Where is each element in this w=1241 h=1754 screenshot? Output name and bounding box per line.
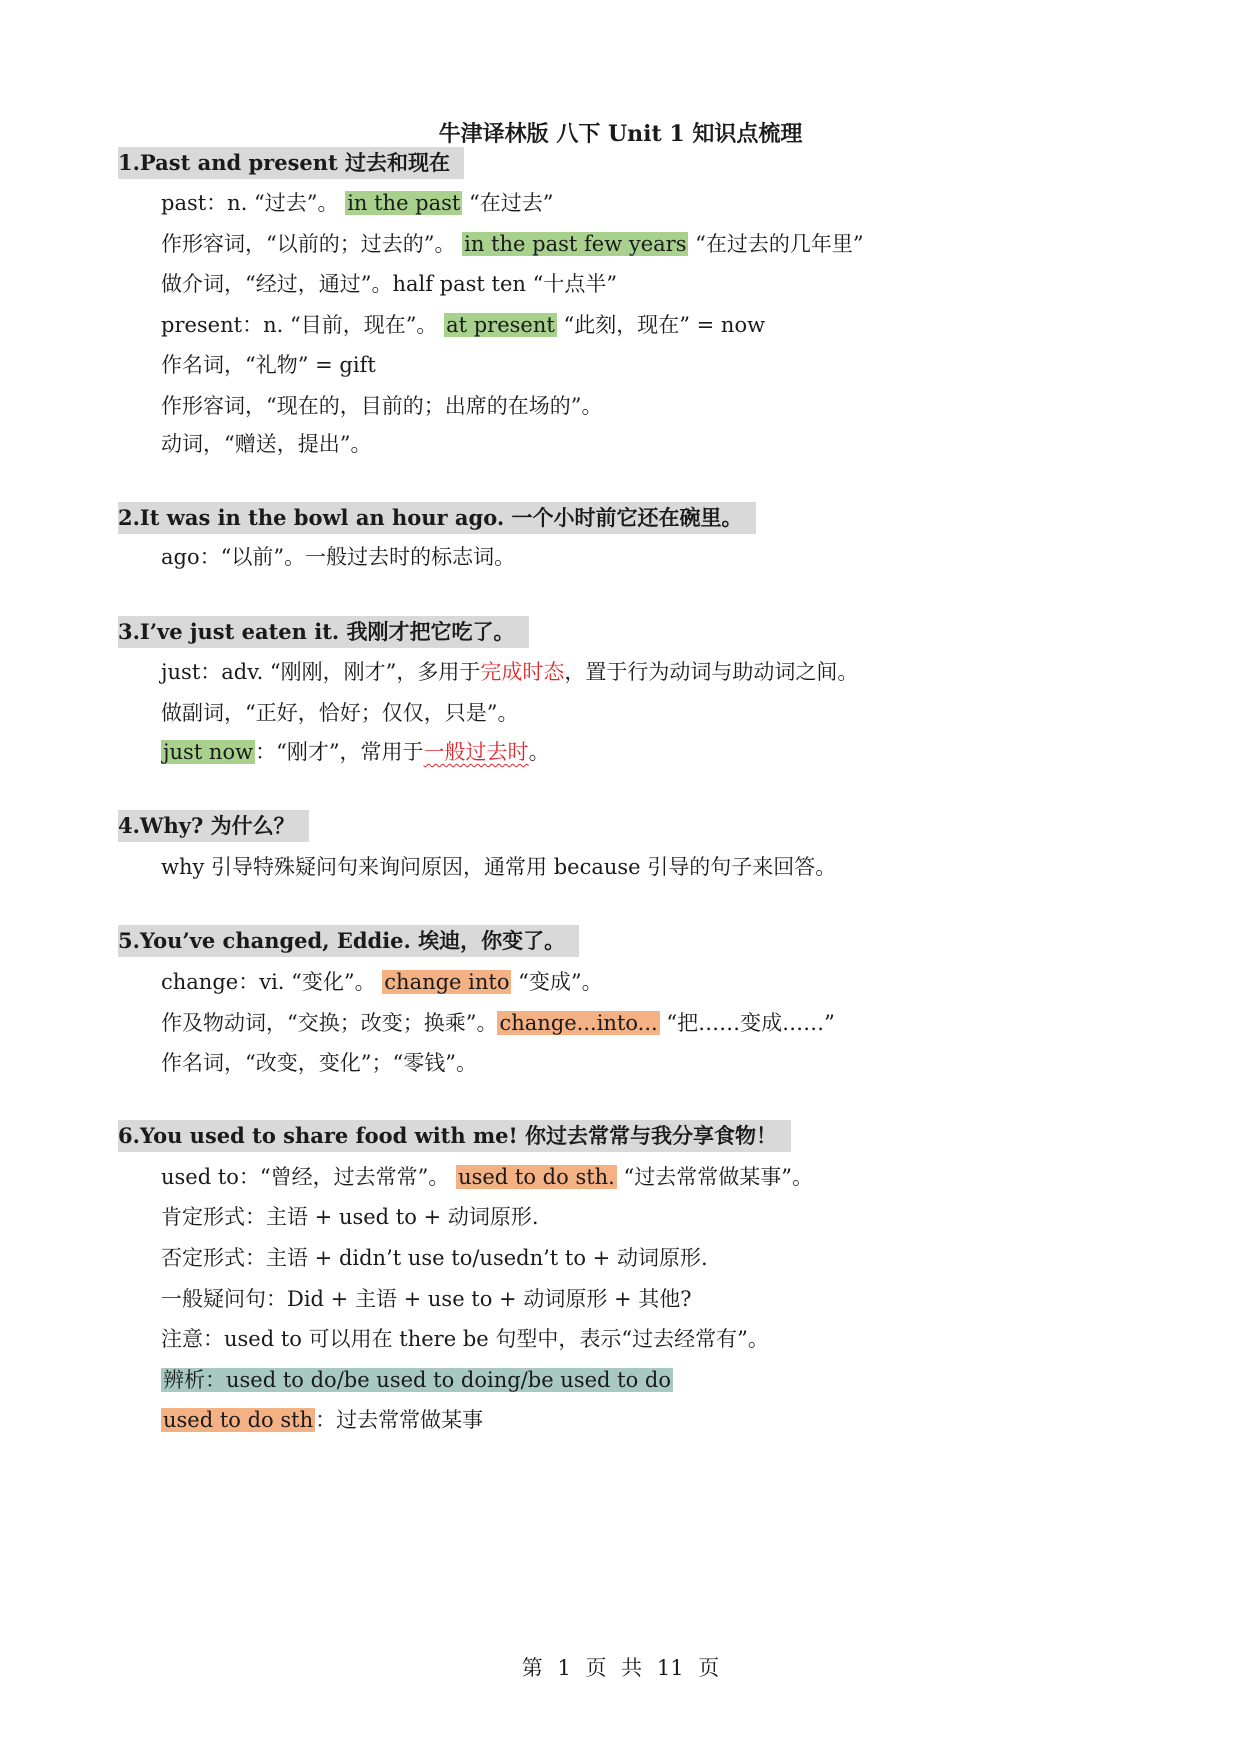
- s5-line-1: [161, 966, 603, 998]
- red-term: 完成时态: [480, 660, 565, 684]
- section-1-heading: 1.Past and present 过去和现在: [118, 147, 464, 179]
- s4-line-1: why 引导特殊疑问句来询问原因，通常用 because 引导的句子来回答。: [161, 855, 837, 879]
- page-footer: 第 1 页 共 11 页: [521, 1656, 720, 1680]
- s5-line-3: 作名词，“改变，变化”；“零钱”。: [161, 1051, 477, 1075]
- highlight-term: used to do sth: [163, 1408, 314, 1432]
- s6-line-5: 注意：used to 可以用在 there be 句型中，表示“过去经常有”。: [161, 1327, 769, 1351]
- highlight-term: 辨析：used to do/be used to doing/be used to do: [163, 1368, 671, 1392]
- text: “把……变成……”: [659, 1011, 835, 1035]
- text: “过去常常做某事”。: [616, 1165, 814, 1189]
- text: ：“刚才”，常用于: [255, 740, 424, 764]
- text: ：过去常常做某事: [315, 1408, 484, 1432]
- s6-line-7: [161, 1404, 483, 1436]
- text: ，置于行为动词与助动词之间。: [564, 660, 859, 684]
- s1-line-3: 做介词，“经过，通过”。half past ten “十点半”: [161, 272, 618, 296]
- s6-line-6: [161, 1364, 673, 1396]
- s3-line-3: [161, 736, 550, 768]
- text: “变成”。: [511, 970, 603, 994]
- section-6-heading: 6.You used to share food with me! 你过去常常与我分享食物！: [118, 1120, 791, 1152]
- text: past：n. “过去”。: [161, 191, 346, 215]
- s3-line-1: [161, 656, 858, 688]
- s3-line-2: 做副词，“正好，恰好；仅仅，只是”。: [161, 701, 519, 725]
- highlight-term: in the past: [347, 191, 461, 215]
- text: used to：“曾经，过去常常”。: [161, 1165, 457, 1189]
- text: just：adv. “刚刚，刚才”，多用于: [161, 660, 481, 684]
- section-5-heading: 5.You’ve changed, Eddie. 埃迪，你变了。: [118, 925, 579, 957]
- s1-line-5: 作名词，“礼物” = gift: [161, 353, 376, 377]
- red-term: 一般过去时: [423, 740, 529, 764]
- s1-line-2: [161, 228, 864, 260]
- highlight-term: change...into...: [499, 1011, 658, 1035]
- s2-line-1: ago：“以前”。一般过去时的标志词。: [161, 545, 516, 569]
- text: 。: [528, 740, 550, 764]
- section-4-heading: 4.Why? 为什么？: [118, 810, 309, 842]
- text: present：n. “目前，现在”。: [161, 313, 445, 337]
- s1-line-1: [161, 187, 554, 219]
- s6-line-1: [161, 1161, 813, 1193]
- s6-line-2: 肯定形式：主语 + used to + 动词原形.: [161, 1205, 539, 1229]
- s1-line-4: [161, 309, 765, 341]
- text: “此刻，现在” = now: [556, 313, 766, 337]
- highlight-term: just now: [163, 740, 254, 764]
- text: 作形容词，“以前的；过去的”。: [161, 232, 463, 256]
- s6-line-4: 一般疑问句：Did + 主语 + use to + 动词原形 + 其他?: [161, 1287, 692, 1311]
- highlight-term: change into: [384, 970, 510, 994]
- s1-line-7: 动词，“赠送，提出”。: [161, 432, 372, 456]
- document-title: 牛津译林版 八下 Unit 1 知识点梳理: [438, 121, 803, 147]
- s5-line-2: [161, 1007, 835, 1039]
- text: “在过去的几年里”: [688, 232, 864, 256]
- text: change：vi. “变化”。: [161, 970, 383, 994]
- text: “在过去”: [462, 191, 554, 215]
- highlight-term: at present: [446, 313, 555, 337]
- highlight-term: used to do sth.: [458, 1165, 615, 1189]
- section-3-heading: 3.I’ve just eaten it. 我刚才把它吃了。: [118, 616, 529, 648]
- section-2-heading: 2.It was in the bowl an hour ago. 一个小时前它还在碗里。: [118, 502, 756, 534]
- s1-line-6: 作形容词，“现在的，目前的；出席的在场的”。: [161, 394, 603, 418]
- highlight-term: in the past few years: [464, 232, 687, 256]
- text: 作及物动词，“交换；改变；换乘”。: [161, 1011, 498, 1035]
- s6-line-3: 否定形式：主语 + didn’t use to/usedn’t to + 动词原形.: [161, 1246, 708, 1270]
